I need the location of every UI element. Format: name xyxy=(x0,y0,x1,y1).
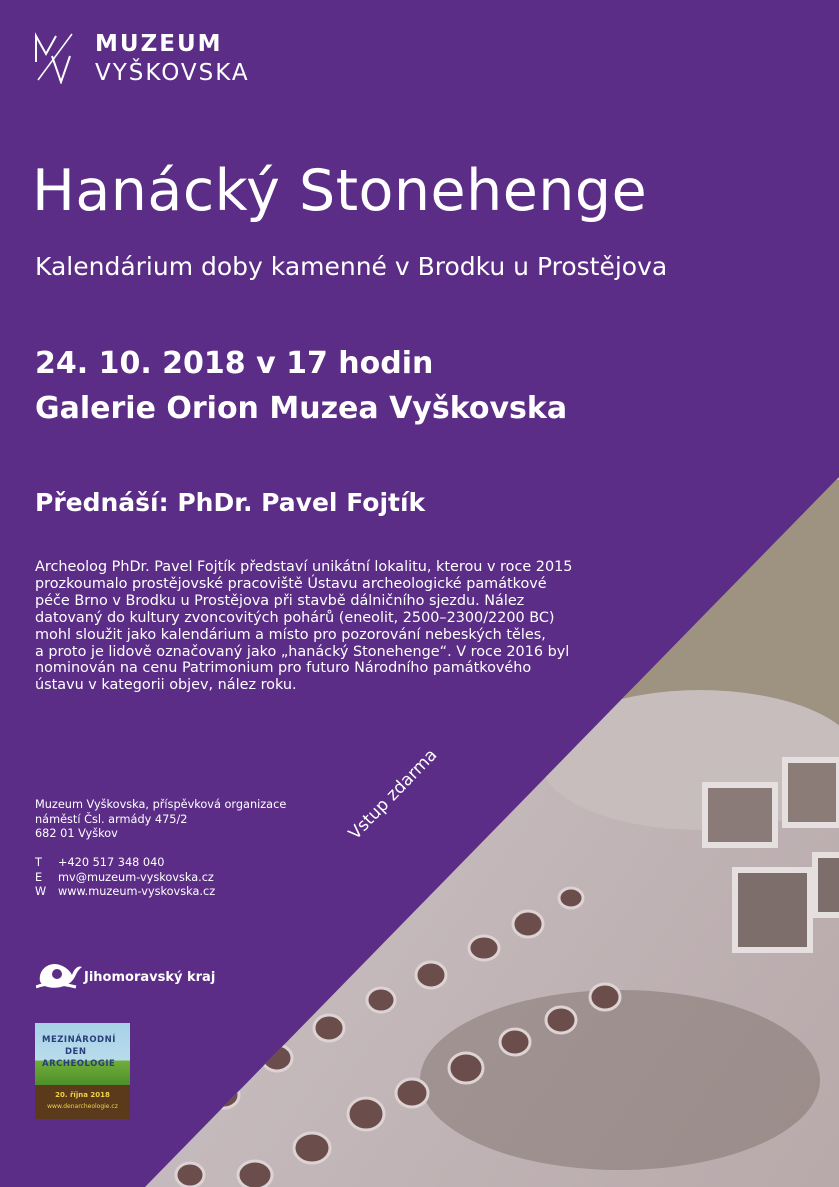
email-link[interactable]: mv@muzeum-vyskovska.cz xyxy=(58,870,214,884)
phone-number[interactable]: +420 517 348 040 xyxy=(58,856,165,869)
logo-name-line2: VYŠKOVSKA xyxy=(95,60,250,86)
address-line: náměstí Čsl. armády 475/2 xyxy=(35,812,188,826)
badge-line2: DEN xyxy=(65,1047,87,1057)
contact-web xyxy=(35,885,215,900)
description-line: prozkoumalo prostějovské pracoviště Ústavu archeologické památkové xyxy=(35,575,547,592)
contact-phone xyxy=(35,856,215,871)
badge-line1: MEZINÁRODNÍ xyxy=(42,1035,116,1045)
badge-line3: ARCHEOLOGIE xyxy=(42,1059,116,1069)
description-line: ústavu v kategorii objev, nález roku. xyxy=(35,677,297,694)
contact-list xyxy=(35,856,215,900)
region-name: Jihomoravský kraj xyxy=(84,970,216,985)
description-line: Archeolog PhDr. Pavel Fojtík představí unikátní lokalitu, kterou v roce 2015 xyxy=(35,559,573,575)
logo-name-line1: MUZEUM xyxy=(95,31,223,57)
event-datetime: 24. 10. 2018 v 17 hodin xyxy=(35,346,434,381)
archaeology-day-badge xyxy=(35,1023,130,1119)
description-line: péče Brno v Brodku u Prostějova při stavbě dálničního sjezdu. Nález xyxy=(35,592,525,609)
contact-key: E xyxy=(35,870,43,884)
contact-email xyxy=(35,871,215,886)
event-subtitle: Kalendárium doby kamenné v Brodku u Prostějova xyxy=(35,252,668,281)
address-line: 682 01 Vyškov xyxy=(35,827,118,840)
contact-key: W xyxy=(35,885,47,898)
museum-address xyxy=(35,798,286,842)
website-link[interactable]: www.muzeum-vyskovska.cz xyxy=(58,885,216,898)
museum-logo-icon xyxy=(34,32,74,84)
event-title: Hanácký Stonehenge xyxy=(32,158,648,224)
description-line: datovaný do kultury zvoncovitých pohárů (eneolit, 2500–2300/2200 BC) xyxy=(35,609,555,626)
event-venue: Galerie Orion Muzea Vyškovska xyxy=(35,391,568,426)
description-line: a proto je lidově označovaný jako „hanácký Stonehenge“. V roce 2016 byl xyxy=(35,643,570,660)
free-entry-label: Vstup zdarma xyxy=(345,745,442,844)
description-line: mohl sloužit jako kalendárium a místo pro pozorování nebeských těles, xyxy=(35,626,546,643)
address-line: Muzeum Vyškovska, příspěvková organizace xyxy=(35,798,287,811)
event-description xyxy=(35,559,595,694)
contact-key: T xyxy=(35,856,42,869)
badge-date: 20. října 2018 xyxy=(55,1091,110,1099)
description-line: nominován na cenu Patrimonium pro futuro Národního památkového xyxy=(35,660,532,677)
speaker-line: Přednáší: PhDr. Pavel Fojtík xyxy=(35,488,426,517)
badge-url[interactable]: www.denarcheologie.cz xyxy=(47,1103,118,1110)
